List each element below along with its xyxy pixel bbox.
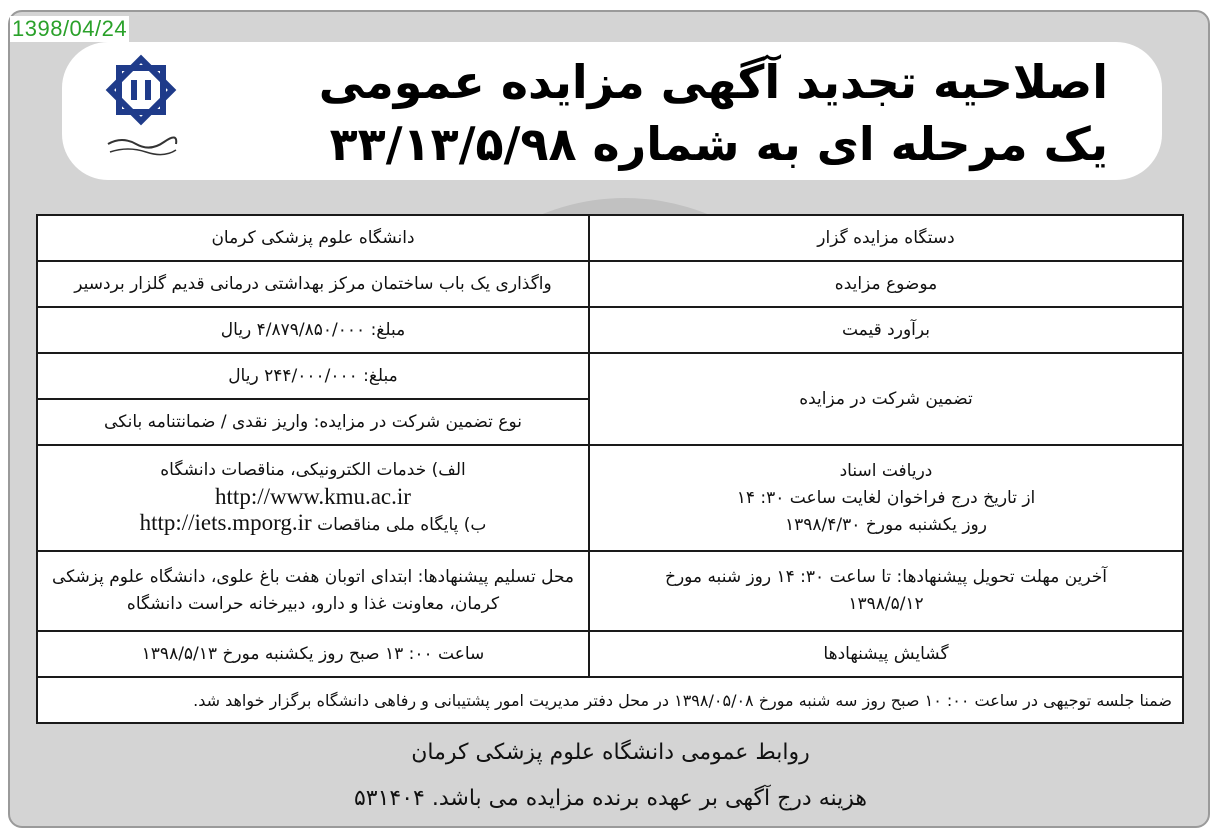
ad-title: [208, 50, 1108, 174]
table-row: [37, 631, 1183, 677]
documents-label: [589, 445, 1183, 551]
organizer-label: دستگاه مزایده گزار: [589, 215, 1183, 261]
university-emblem-icon: [102, 52, 180, 162]
guarantee-amount: مبلغ: ۲۴۴/۰۰۰/۰۰۰ ریال: [37, 353, 589, 399]
table-row: [37, 445, 1183, 551]
table-row: [37, 215, 1183, 261]
title-line-2: یک مرحله ای به شماره ۳۳/۱۳/۵/۹۸: [329, 117, 1108, 171]
footer-cost-note: هزینه درج آگهی بر عهده برنده مزایده می باشد. ۵۳۱۴۰۴: [353, 786, 868, 811]
subject-label: موضوع مزایده: [589, 261, 1183, 307]
estimate-label: برآورد قیمت: [589, 307, 1183, 353]
organizer-value: دانشگاه علوم پزشکی کرمان: [37, 215, 589, 261]
documents-label-line-2: از تاریخ درج فراخوان لغایت ساعت ۳۰: ۱۴: [736, 487, 1036, 508]
subject-value: واگذاری یک باب ساختمان مرکز بهداشتی درمانی قدیم گلزار بردسیر: [37, 261, 589, 307]
documents-source-2: [48, 510, 578, 539]
delivery-place-line-1: محل تسلیم پیشنهادها: ابتدای اتوبان هفت باغ علوی، دانشگاه علوم پزشکی: [51, 567, 575, 587]
guarantee-type: نوع تضمین شرکت در مزایده: واریز نقدی / ضمانتنامه بانکی: [37, 399, 589, 445]
table-row: [37, 551, 1183, 631]
title-line-1: اصلاحیه تجدید آگهی مزایده عمومی: [318, 55, 1108, 109]
guarantee-label: تضمین شرکت در مزایده: [589, 353, 1183, 445]
deadline-label-line-1: آخرین مهلت تحویل پیشنهادها: تا ساعت ۳۰: ۱۴ روز شنبه مورخ: [664, 567, 1108, 587]
table-row: [37, 353, 1183, 399]
auction-details-table: [36, 214, 1184, 724]
iets-link[interactable]: http://iets.mporg.ir: [139, 510, 312, 535]
documents-source-2-label: ب) پایگاه ملی مناقصات: [317, 515, 487, 535]
estimate-value: مبلغ: ۴/۸۷۹/۸۵۰/۰۰۰ ریال: [37, 307, 589, 353]
deadline-value: [37, 551, 589, 631]
opening-value: ساعت ۰۰: ۱۳ صبح روز یکشنبه مورخ ۱۳۹۸/۵/۱۳: [37, 631, 589, 677]
table-row: [37, 677, 1183, 723]
footer-public-relations: روابط عمومی دانشگاه علوم پزشکی کرمان: [411, 740, 810, 765]
date-stamp: 1398/04/24: [12, 16, 128, 41]
briefing-note: ضمنا جلسه توجیهی در ساعت ۰۰: ۱۰ صبح روز سه شنبه مورخ ۱۳۹۸/۰۵/۰۸ در محل دفتر مدیریت امور پشتیبانی و رفاهی دانشگاه برگزار خواهد شد.: [37, 677, 1183, 723]
table-row: [37, 307, 1183, 353]
table-row: [37, 261, 1183, 307]
documents-value: [37, 445, 589, 551]
opening-label: گشایش پیشنهادها: [589, 631, 1183, 677]
kmu-link[interactable]: http://www.kmu.ac.ir: [215, 484, 411, 509]
documents-source-1: الف) خدمات الکترونیکی، مناقصات دانشگاه: [160, 460, 466, 480]
documents-label-line-3: روز یکشنبه مورخ ۱۳۹۸/۴/۳۰: [785, 514, 987, 535]
deadline-label: [589, 551, 1183, 631]
deadline-label-line-2: ۱۳۹۸/۵/۱۲: [848, 594, 924, 614]
documents-label-line-1: دریافت اسناد: [839, 460, 933, 481]
delivery-place-line-2: کرمان، معاونت غذا و دارو، دبیرخانه حراست دانشگاه: [126, 594, 500, 614]
